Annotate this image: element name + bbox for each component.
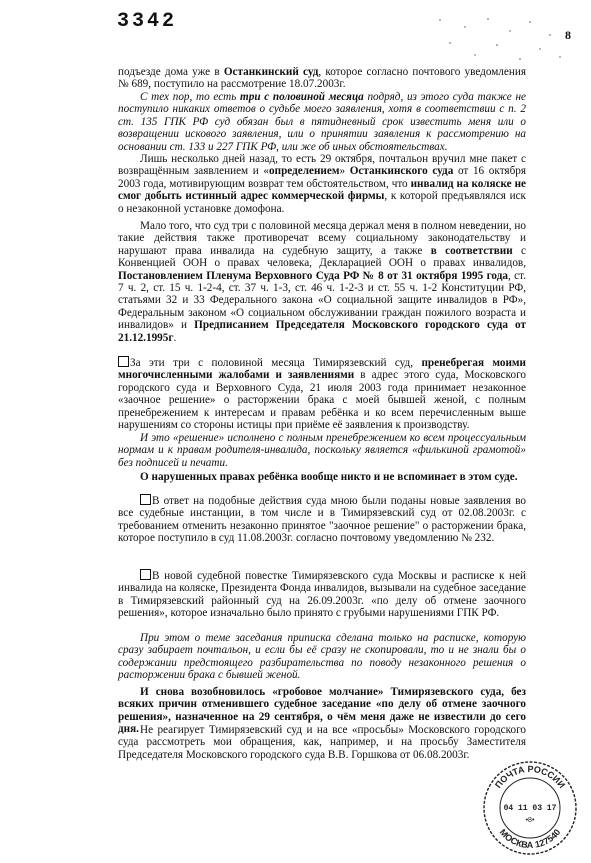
postmark-date: 04 11 03 17 [503, 804, 557, 813]
postmark-mark: •8• [525, 817, 535, 824]
paragraph-8: В ответ на подобные действия суда мною были поданы новые заявления во все судебные инстанции, в том числе и в Тимирязевский суд от 02.08.2003г. с требованием отменить незаконно принятое "заочное решение" о расторжении брака, которое поступило в суд 11.08.2003г. согласно почтовому уведомлению № 232. [118, 495, 526, 545]
postmark-stamp [480, 758, 580, 858]
postmark-bottom-text: МОСКВА 127540 [497, 827, 563, 851]
checkbox-icon [118, 356, 129, 367]
paragraph-5: За эти три с половиной месяца Тимирязевский суд, пренебрегая моими многочисленными жалобами и заявлениями в адрес этого суда, Московского городского суда и Верховного Суда, 21 июля 2003 года принимает незаконное «заочное решение» о расторжении брака с моей бывшей женой, с полным пренебрежением к интересам и правам ребёнка и ко всем перечисленным выше нарушениям со стороны истицы при приёме её заявления к производству. [118, 357, 526, 432]
scan-noise-dots [430, 15, 570, 65]
paragraph-3: Лишь несколько дней назад, то есть 29 октября, почтальон вручил мне пакет с возвращённым заявлением и «определением» Останкинского суда от 16 октября 2003 года, мотивирующим возврат тем обстоятельством, что инвалид на коляске не смог добыть истинный адрес коммерческой фирмы, к которой предъявлялся иск о незаконной установке домофона. [118, 153, 527, 215]
paragraph-9: В новой судебной повестке Тимирязевского суда Москвы и расписке к ней инвалида на коляске, Президента Фонда инвалидов, вызывали на судебное заседание в Тимирязевский районный суд на 26.09.2003г. «по делу об отмене заочного решения», которое изначально было принято с грубыми нарушениями ГПК РФ. [118, 570, 526, 620]
page-number: 8 [565, 28, 571, 42]
svg-text:ПОЧТА РОССИИ [493, 764, 567, 790]
paragraph-6: И это «решение» исполнено с полным пренебрежением ко всем процессуальным нормам и к правам родителя-инвалида, поскольку является «филькиной грамотой» без подписей и печати. [118, 432, 526, 469]
paragraph-12: Не реагирует Тимирязевский суд и на все «просьбы» Московского городского суда рассмотреть мои обращения, как, например, и на просьбу Заместителя Председателя Московского городского суда В.В. Горшкова от 06.08.2003г. [118, 724, 526, 761]
svg-text:МОСКВА 127540 [498, 827, 563, 850]
checkbox-icon [140, 494, 151, 505]
checkbox-icon [140, 569, 151, 580]
paragraph-7: О нарушенных правах ребёнка вообще никто и не вспоминает в этом суде. [140, 471, 518, 483]
paragraph-2: С тех пор, то есть три с половиной месяца подряд, из этого суда также не поступило никаких ответов о судьбе моего заявления, хотя в соответствии с п. 2 ст. 135 ГПК РФ суд обязан был в пятидневный срок известить меня или о возвращении искового заявления, или о принятии заявления к рассмотрению на основании ст. 133 и 227 ГПК РФ, или же об иных обстоятельствах. [118, 91, 526, 153]
paragraph-11: И снова возобновилось «гробовое молчание» Тимирязевского суда, без всяких причин отменившего судебное заседание «по делу об отмене заочного решения», назначенное на 29 сентября, о чём меня даже не известили до сего дня. [118, 686, 526, 736]
paragraph-4: Мало того, что суд три с половиной месяца держал меня в полном неведении, но такие действия также противоречат всему социальному законодательству и нарушают права инвалида на судебную защиту, а также в соответствии с Конвенцией ООН о правах человека, Декларацией ООН о правах инвалидов, Постановлением Пленума Верховного Суда РФ № 8 от 31 октября 1995 года, ст. 7 ч. 2, ст. 15 ч. 1-2-4, ст. 37 ч. 1-3, ст. 46 ч. 1-2-3 и ст. 55 ч. 1-2 Конституции РФ, статьями 32 и 33 Федерального закона «О социальной защите инвалидов в РФ», Федеральным законом «О социальном обслуживании граждан пожилого возраста и инвалидов» и Предписанием Председателя Московского городского суда от 21.12.1995г. [118, 220, 527, 344]
doc-number: 3342 [117, 10, 178, 33]
postmark-top-text: ПОЧТА РОССИИ [493, 763, 567, 790]
paragraph-10: При этом о теме заседания приписка сделана только на расписке, которую сразу забирает почтальон, и если бы её сразу не скопировали, то и не знали бы о содержании предстоящего разбирательства по поводу незаконного решения о расторжении брака с бывшей женой. [118, 632, 526, 682]
paragraph-1: подъезде дома уже в Останкинский суд, которое согласно почтового уведомления № 689, поступило на рассмотрение 18.07.2003г. [118, 66, 526, 91]
